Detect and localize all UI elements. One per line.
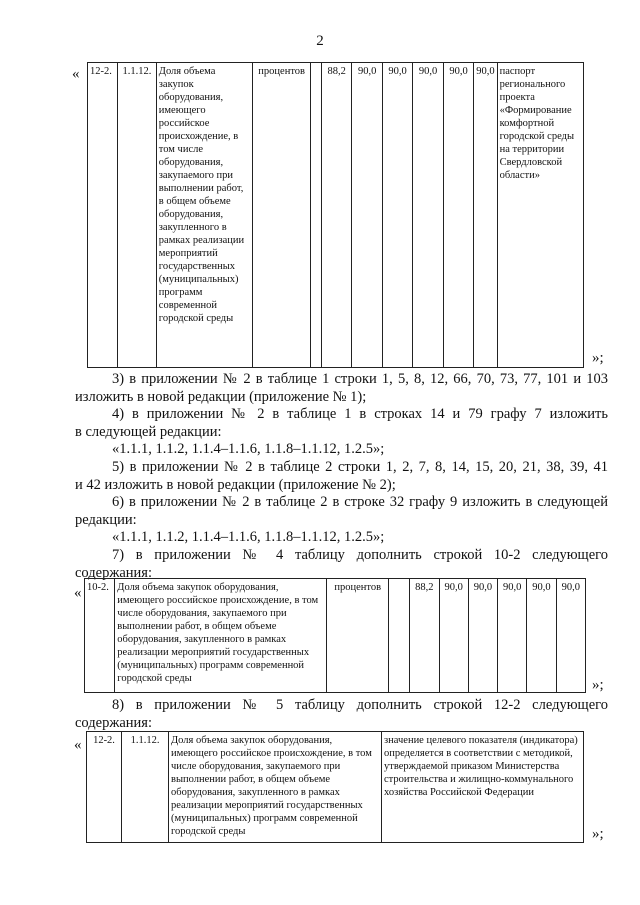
close-quote: »; [592, 677, 604, 693]
value-cell: 90,0 [468, 579, 497, 693]
open-quote: « [74, 737, 82, 753]
row-number: 12-2. [88, 63, 118, 368]
indicator-table-2 [84, 578, 586, 693]
indicator-table-1 [87, 62, 584, 368]
close-quote: »; [592, 826, 604, 842]
value-cell: 90,0 [382, 63, 412, 368]
paragraph-8: 8) в приложении № 5 таблицу дополнить строкой 12-2 следующего содержания: [75, 697, 608, 731]
indicator-name: Доля объема закупок оборудования, имеющего российское происхождение, в том числе оборудования, закупаемого при выполнении работ, в общем объеме оборудования, закупленного в рамках реализации мероприятий государственных (муниципальных) программ современной городской среды [115, 579, 327, 693]
value-cell: 90,0 [474, 63, 497, 368]
row-number: 10-2. [85, 579, 115, 693]
value-cell: 90,0 [352, 63, 382, 368]
quote-line: «1.1.1, 1.1.2, 1.1.4–1.1.6, 1.1.8–1.1.12, 1.2.5»; [112, 529, 385, 545]
unit-cell: процентов [252, 63, 310, 368]
value-cell: 90,0 [439, 579, 468, 693]
close-quote: »; [592, 350, 604, 366]
quote-line: «1.1.1, 1.1.2, 1.1.4–1.1.6, 1.1.8–1.1.12, 1.2.5»; [112, 441, 385, 457]
indicator-name: Доля объема закупок оборудования, имеющего российское происхождение, в том числе оборудования, закупаемого при выполнении работ, в общем объеме оборудования, закупленного в рамках реализации мероприятий государственных (муниципальных) программ современной городской среды [169, 732, 382, 843]
table-row [85, 579, 586, 693]
paragraph-7: 7) в приложении № 4 таблицу дополнить строкой 10-2 следующего содержания: [75, 547, 608, 581]
row-number: 12-2. [87, 732, 122, 843]
table-row [88, 63, 584, 368]
unit-cell: процентов [327, 579, 389, 693]
indicator-table-3 [86, 731, 584, 843]
table-row [87, 732, 584, 843]
open-quote: « [72, 66, 80, 82]
value-cell: 90,0 [443, 63, 473, 368]
indicator-code: 1.1.12. [122, 732, 169, 843]
indicator-code: 1.1.12. [118, 63, 157, 368]
method-cell: значение целевого показателя (индикатора) определяется в соответствии с методикой, утверждаемой приказом Министерства строительства и жилищно-коммунального хозяйства Российской Федерации [382, 732, 584, 843]
empty-cell [311, 63, 322, 368]
value-cell: 90,0 [527, 579, 556, 693]
value-cell: 88,2 [410, 579, 439, 693]
paragraph-6: 6) в приложении № 2 в таблице 2 в строке 32 графу 9 изложить в следующей редакции: «1.1.1, 1.1.2, 1.1.4–1.1.6, 1.1.8–1.1.12, 1.2.5»; [75, 494, 608, 545]
paragraph-5: 5) в приложении № 2 в таблице 2 строки 1, 2, 7, 8, 14, 15, 20, 21, 38, 39, 41 и 42 изложить в новой редакции (приложение № 2); [75, 459, 608, 493]
value-cell: 90,0 [556, 579, 585, 693]
paragraph-3: 3) в приложении № 2 в таблице 1 строки 1, 5, 8, 12, 66, 70, 73, 77, 101 и 103 изложить в новой редакции (приложение № 1); [75, 371, 608, 405]
paragraph-4: 4) в приложении № 2 в таблице 1 в строках 14 и 79 графу 7 изложить в следующей редакции: «1.1.1, 1.1.2, 1.1.4–1.1.6, 1.1.8–1.1.12, 1.2.5»; [75, 406, 608, 457]
empty-cell [389, 579, 410, 693]
indicator-name: Доля объема закупок оборудования, имеющего российское происхождение, в том числе оборудования, закупаемого при выполнении работ, в общем объеме оборудования, закупленного в рамках реализации мероприятий государственных (муниципальных) программ современной городской среды [156, 63, 252, 368]
value-cell: 88,2 [321, 63, 351, 368]
page-number: 2 [316, 33, 324, 49]
open-quote: « [74, 585, 82, 601]
value-cell: 90,0 [498, 579, 527, 693]
source-cell: паспорт регионального проекта «Формирование комфортной городской среды на территории Свердловской области» [497, 63, 583, 368]
value-cell: 90,0 [413, 63, 443, 368]
